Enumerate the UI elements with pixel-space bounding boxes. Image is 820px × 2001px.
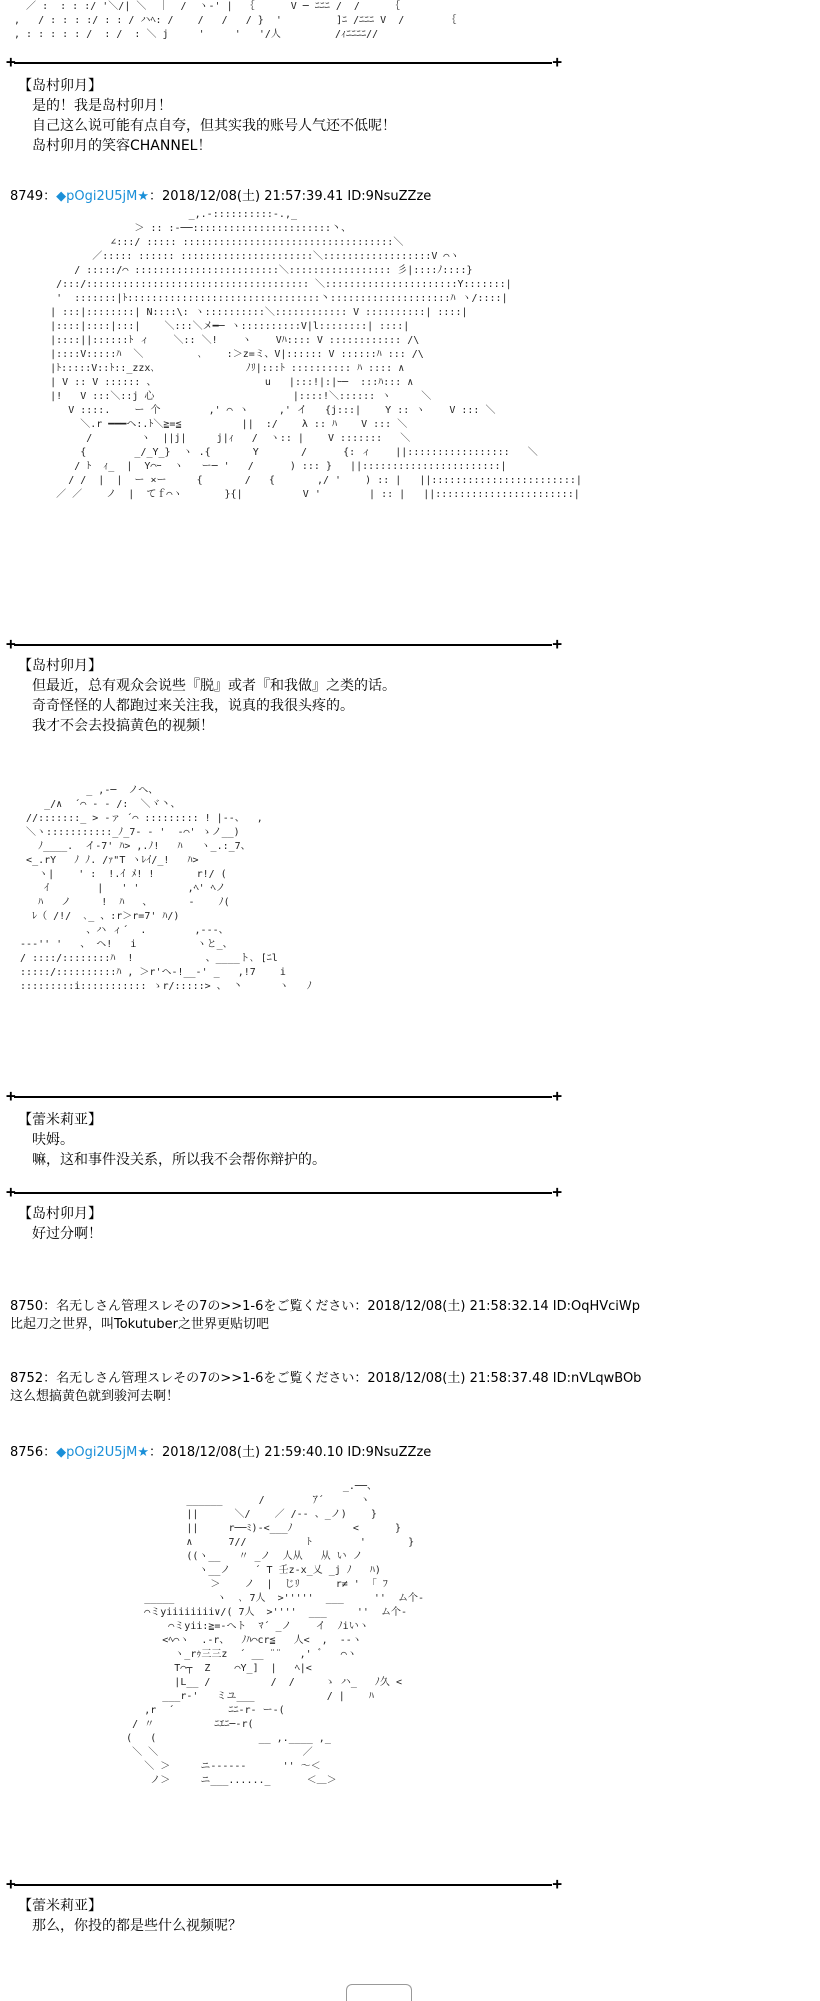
dialogue-line: 但最近，总有观众会说些『脱』或者『和我做』之类的话。 bbox=[32, 678, 396, 694]
dialogue-block bbox=[18, 1110, 326, 1170]
dialogue-block bbox=[18, 76, 396, 156]
dialogue-line: 自己这么说可能有点自夸，但其实我的账号人气还不低呢！ bbox=[32, 118, 396, 134]
divider: + + bbox=[6, 52, 562, 71]
ascii-art-character-remilia-2: _.──、 ______ / ｱ´ ヽ || ＼/ ／ /-- 、_ノ) } || r──ﾐ)-<___ﾉ < } ∧ 7// ﾄ ' } ((ヽ__ 〃 _ノ 人从 从 い ノ ヽ__ノ ´ T 壬z-x_乂 _j ﾉ ﾊ) ＞ ノ | じﾘ r≠ ' ｢ ﾌ _____ ヽ ､ 7人 >''''' ___ '' ム个- ⌒ミyiiiiiiii∨/( 7人 >'''' ___ '' ム个- ⌒ミyii:≧=-へト ﾏ´ _ノ イ ﾉiいヽ <ﾍ⌒ヽ .-r、 ﾉﾊ⌒cr≦ 人< , -‐ヽ ヽ_rｩ三三z ´ __ ¨¨ ,' ﾞ ⌒ヽ T⌒┬ Z ⌒Y_] | ﾍ|< |L__ / / / ゝ ハ_ ﾉ久 < ___r‐' ミユ___ / | ﾊ ,r ´ ﾆﾆ-r‐ ー‐( / 〃 ﾆｴﾆ─-r( ( ( __ ,.____ ,_ ＼ ＼ ／ ＼ ＞ ニ------ '' ～＜ ノ＞ ニ___......_ ＜＿＞ bbox=[126, 1481, 425, 1786]
dialogue-line: 好过分啊！ bbox=[32, 1226, 102, 1242]
ascii-art-character-remilia: _ ,-─ ノへ、 _/∧ ´⌒ ‐ ‐ /: ＼ヾ丶、 //:::::::_ > ‐ァ ´⌒ ::::::::: ! |--、 , ＼ヽ:::::::::::_ﾉ_7‐ ‐ ' ‐⌒' ゝノ__) ﾉ____. イ‐7' ﾊ> ,.ﾉ! ﾊ ヽ_.:_7、 <_.rY ﾉ ﾉ. /ｧ"T ヽﾚｲ/_! ﾊ> ヽ| ' : !.ｲ ﾒ! ! r!/ ( ｲ | ' ' ,ﾍ' ﾍノ ﾊ ノ ! ﾊ 、 - ﾉ( ﾚ（ /!/ ､_ 、:r＞r=7' ﾊ/) 、ハ ィ´ . ,---、 --‐'' ' 、 ヘ! i ヽと_、 / ::::/::::::::ﾊ ! 、____ト､ [ﾆl :::::/::::::::::ﾊ , ＞r'ヘ‐!__‐' _ ,!7 i :::::::::i::::::::::: ゝr/:::::> 、 丶 ヽ ﾉ bbox=[20, 785, 312, 992]
post-date: ：2018/12/08(土) 21:59:40.10 ID:9NsuZZze bbox=[149, 1445, 432, 1460]
ascii-art-top: ／ : : : :/ '＼/| ＼ ｜ / ヽ-' | ｛ V ─ ﾆﾆﾆ / / ｛ , / : : : :/ : : / ハﾍ: / / / / } ' ]ﾆ /ﾆﾆﾆ V / ｛ , : : : : : / : / : ＼ j ' ' '/人 /ｨﾆﾆﾆﾆ// bbox=[14, 1, 457, 40]
post-date: ：2018/12/08(土) 21:57:39.41 ID:9NsuZZze bbox=[149, 189, 432, 204]
speaker-name: 【岛村卯月】 bbox=[18, 1206, 102, 1222]
divider: + + bbox=[6, 1086, 562, 1105]
poster-trip: ◆pOgi2U5jM★ bbox=[56, 189, 149, 204]
dialogue-line: 奇奇怪怪的人都跑过来关注我，说真的我很头疼的。 bbox=[32, 698, 354, 714]
divider: + + bbox=[6, 634, 562, 653]
speaker-name: 【蕾米莉亚】 bbox=[18, 1112, 102, 1128]
dialogue-line: 呋姆。 bbox=[32, 1132, 74, 1148]
dialogue-line: 我才不会去投搞黄色的视频！ bbox=[32, 718, 214, 734]
dialogue-block bbox=[18, 656, 396, 736]
post-body: 这么想搞黄色就到骏河去啊！ bbox=[10, 1389, 180, 1404]
post-number[interactable]: 8749 bbox=[10, 189, 44, 204]
post-header: 8749：◆pOgi2U5jM★：2018/12/08(土) 21:57:39.41 ID:9NsuZZze bbox=[10, 189, 432, 204]
divider: + + bbox=[6, 1874, 562, 1893]
dialogue-block bbox=[18, 1204, 102, 1244]
speaker-name: 【蕾米莉亚】 bbox=[18, 1898, 102, 1914]
pager-tab[interactable] bbox=[346, 1984, 412, 2001]
post-header: 8752：名无しさん管理スレその7の>>1-6をご覧ください：2018/12/08(土) 21:58:37.48 ID:nVLqwBOb bbox=[10, 1371, 642, 1386]
post-header: 8750：名无しさん管理スレその7の>>1-6をご覧ください：2018/12/08(土) 21:58:32.14 ID:OqHVciWp bbox=[10, 1299, 641, 1314]
poster-trip: ◆pOgi2U5jM★ bbox=[56, 1445, 149, 1460]
dialogue-block bbox=[18, 1896, 242, 1936]
post-header: 8756：◆pOgi2U5jM★：2018/12/08(土) 21:59:40.10 ID:9NsuZZze bbox=[10, 1445, 432, 1460]
ascii-art-character-uzuki: _,.-::::::::::-.,_ ＞ :: :-──:::::::::::::::::::::::丶、 ∠:::/ ::::: :::::::::::::::::::::::::::::::::::＼ ／::::: :::::: ::::::::::::::::::::::＼::::::::::::::::::V ⌒ヽ / :::::/⌒ ::::::::::::::::::::::::＼::::::::::::::::: 彡|::::ﾉ::::} /:::/::::::::::::::::::::::::::::::::::::: ＼::::::::::::::::::::::Y:::::::| ' :::::::|ﾄ::::::::::::::::::::::::::::::::丶::::::::::::::::::::ﾊ ヽ/::::| | :::|::::::::| N::::\: ヽ::::::::::＼:::::::::::: V ::::::::::| ::::| |::::|::::|:::| ＼:::＼メ━─ ヽ::::::::::V|l::::::::| ::::| |::::||::::::ﾄ ィ ＼:: ＼! ヽ Vﾊ:::: V :::::::::::: /\ |::::V:::::ﾊ ＼ ､ :＞z=ミ、V|:::::: V ::::::ﾊ ::: /\ |ﾄ:::::V::ﾄ::_zzx､ ﾉﾘ|:::ﾄ :::::::::: ﾊ :::: ∧ | V :: V :::::: 、 u |:::!|:|ｰ─ :::ﾊ::: ∧ |! V :::＼::j 心 |::::!＼:::::: ヽ ＼ V ::::. ー 个 ,' ⌒ ヽ ,' イ {j:::| Y :: ヽ V ::: ＼ ＼.r ━━━ヘ:.ﾄ＼≧=≦ || :/ λ :: ﾊ V ::: ＼ / ヽ ||j| j|ｨ / ヽ:: | V ::::::: ＼ { _/_Y_} ヽ .{ Y / {: ィ ||::::::::::::::::: ＼ / ﾄ ｨ_ | Y⌒ｰ ヽ ー─ ' / ) ::: } ||:::::::::::::::::::::::| / / | | ー ×ー { / { ,/ ' ) :: | ||::::::::::::::::::::::::| ／ ／ ノ | てｆ⌒ヽ }{| V ' | :: | ||:::::::::::::::::::::::| bbox=[50, 209, 582, 500]
dialogue-line: 是的！我是岛村卯月！ bbox=[32, 98, 172, 114]
dialogue-line: 岛村卯月的笑容CHANNEL！ bbox=[32, 138, 212, 154]
dialogue-line: 那么，你投的都是些什么视频呢？ bbox=[32, 1918, 242, 1934]
speaker-name: 【岛村卯月】 bbox=[18, 658, 102, 674]
dialogue-line: 嘛，这和事件没关系，所以我不会帮你辩护的。 bbox=[32, 1152, 326, 1168]
post-body: 比起刀之世界，叫Tokutuber之世界更贴切吧 bbox=[10, 1317, 269, 1332]
divider: + + bbox=[6, 1182, 562, 1201]
post-number[interactable]: 8756 bbox=[10, 1445, 44, 1460]
speaker-name: 【岛村卯月】 bbox=[18, 78, 102, 94]
